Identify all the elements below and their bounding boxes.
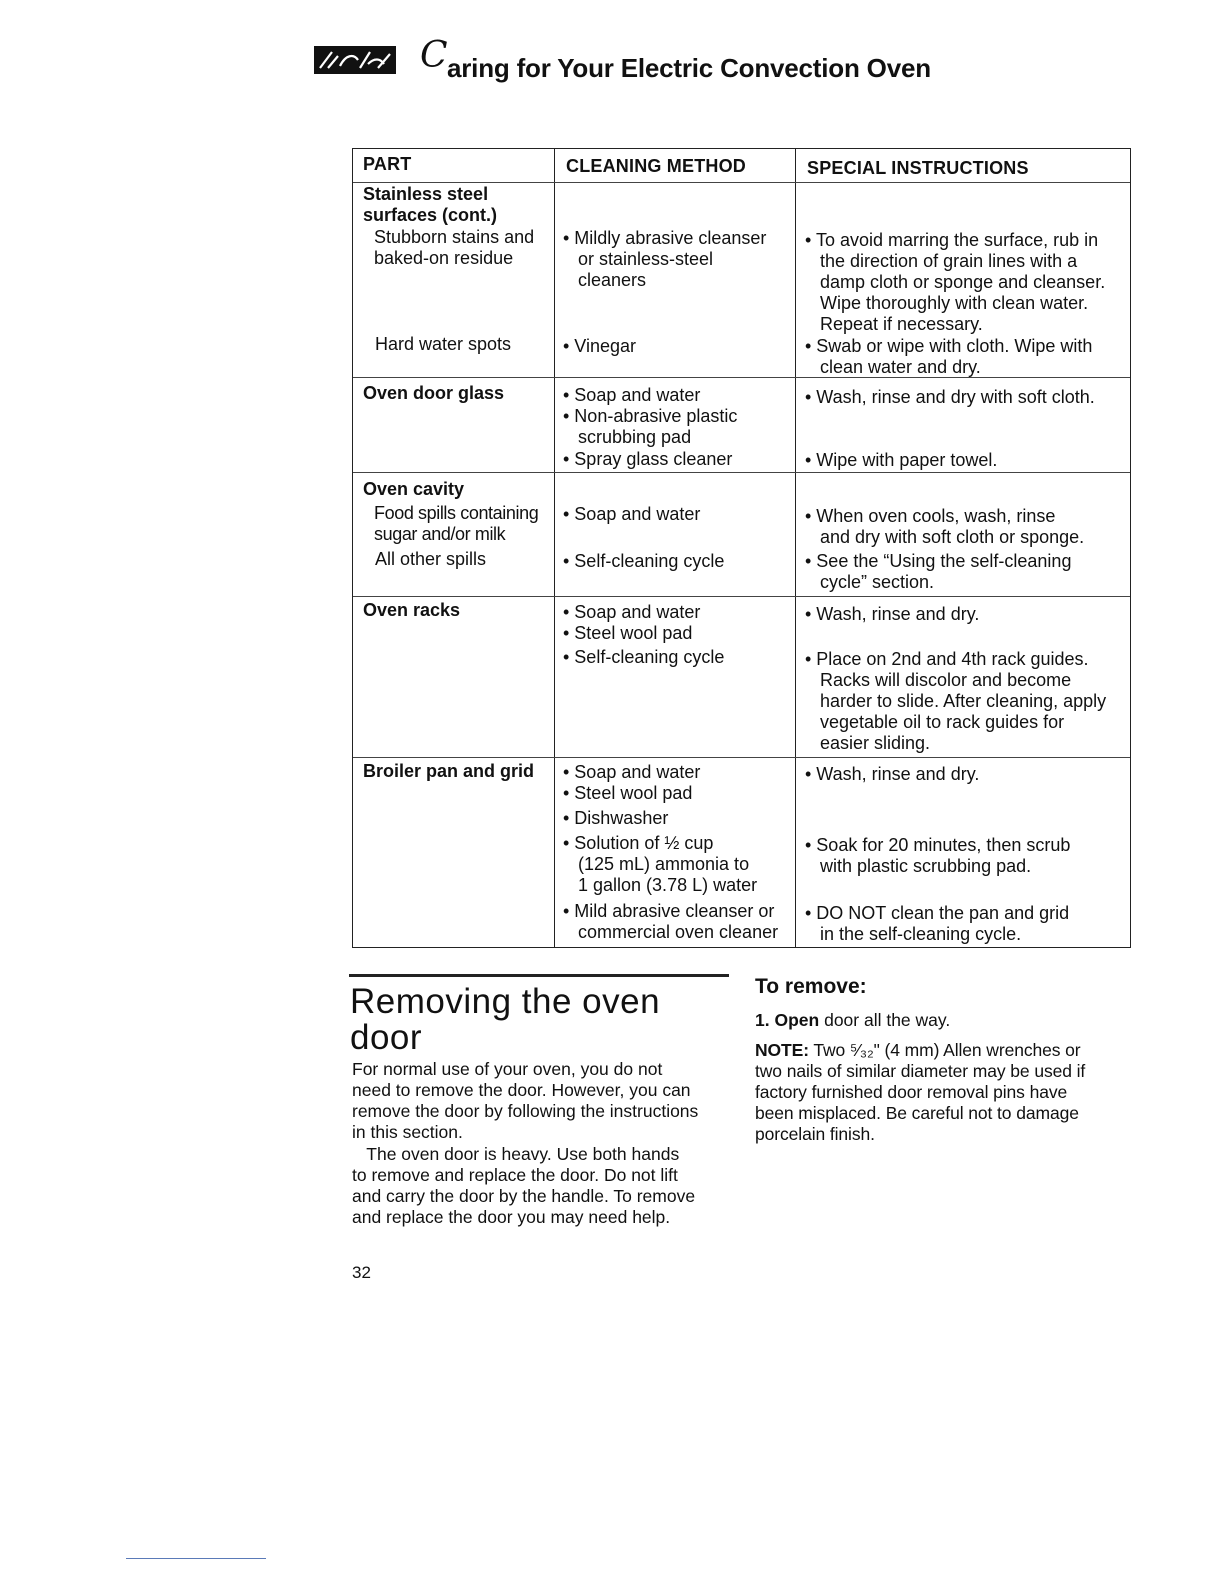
part-title: Oven cavity <box>363 479 465 499</box>
special-instructions: • See the “Using the self-cleaning cycle” section. <box>805 551 1072 592</box>
special-instructions: • Swab or wipe with cloth. Wipe with clean water and dry. <box>805 336 1093 377</box>
part-subitem: Food spills containing sugar and/or milk <box>374 503 539 544</box>
special-instructions: • Wash, rinse and dry. <box>805 604 980 624</box>
cleaning-method: • Solution of ½ cup (125 mL) ammonia to 1 gallon (3.78 L) water <box>563 833 758 895</box>
header-part: PART <box>363 154 412 174</box>
special-instructions: • When oven cools, wash, rinse and dry with soft cloth or sponge. <box>805 506 1085 547</box>
row-divider <box>353 182 1130 183</box>
note-text: Two ⁵⁄₃₂" (4 mm) Allen wrenches or two nails of similar diameter may be used if factory furnished door removal pins have been misplaced. Be careful not to damage porcelain finish. <box>755 1040 1086 1144</box>
part-title: Broiler pan and grid <box>363 761 535 781</box>
body-paragraph: The oven door is heavy. Use both hands to remove and replace the door. Do not lift and carry the door by the handle. To remove and replace the door you may need help. <box>352 1144 696 1227</box>
special-instructions: • To avoid marring the surface, rub in the direction of grain lines with a damp cloth or sponge and cleanser. Wipe thoroughly with clean water. Repeat if necessary. <box>805 230 1106 334</box>
special-instructions: • DO NOT clean the pan and grid in the self-cleaning cycle. <box>805 903 1070 944</box>
part-subitem: Stubborn stains and baked-on residue <box>374 227 535 268</box>
cleaning-method: • Self-cleaning cycle <box>563 551 725 571</box>
step-number: 1. <box>755 1010 770 1030</box>
special-instructions: • Wash, rinse and dry. <box>805 764 980 784</box>
cleaning-method: • Dishwasher <box>563 808 669 828</box>
intro-paragraph: For normal use of your oven, you do not need to remove the door. However, you can remove the door by following the instructions in this section. <box>352 1059 699 1142</box>
part-subitem: All other spills <box>375 549 487 569</box>
part-title: Oven racks <box>363 600 461 620</box>
note <box>755 1040 1085 1145</box>
step-text: door all the way. <box>819 1010 951 1030</box>
special-instructions: • Wash, rinse and dry with soft cloth. <box>805 387 1095 407</box>
header-cleaning-method: CLEANING METHOD <box>566 156 746 176</box>
brand-logo-icon <box>314 46 396 74</box>
cleaning-method: • Soap and water • Non-abrasive plastic scrubbing pad <box>563 385 738 447</box>
header-title-initial: C <box>420 35 448 76</box>
step-keyword: Open <box>774 1010 820 1030</box>
page-title: aring for Your Electric Convection Oven <box>447 53 931 83</box>
cleaning-method: • Mildly abrasive cleanser or stainless-steel cleaners <box>563 228 767 290</box>
special-instructions: • Soak for 20 minutes, then scrub with plastic scrubbing pad. <box>805 835 1071 876</box>
column-divider <box>554 149 555 947</box>
cleaning-table <box>352 148 1131 948</box>
row-divider <box>353 472 1130 473</box>
part-title: Oven door glass <box>363 383 505 403</box>
section-rule <box>349 974 729 977</box>
cleaning-method: • Soap and water • Steel wool pad <box>563 762 701 803</box>
special-instructions: • Wipe with paper towel. <box>805 450 998 470</box>
page-number: 32 <box>352 1263 371 1282</box>
part-title: Stainless steel surfaces (cont.) <box>363 184 498 225</box>
cleaning-method: • Spray glass cleaner <box>563 449 733 469</box>
section-title: Removing the oven door <box>350 982 661 1057</box>
cleaning-method: • Mild abrasive cleanser or commercial oven cleaner <box>563 901 779 942</box>
row-divider <box>353 757 1130 758</box>
to-remove-heading: To remove: <box>755 975 867 998</box>
footer-line <box>126 1558 266 1559</box>
cleaning-method: • Vinegar <box>563 336 637 356</box>
header-special-instructions: SPECIAL INSTRUCTIONS <box>807 158 1029 178</box>
cleaning-method: • Soap and water • Steel wool pad <box>563 602 701 643</box>
column-divider <box>795 149 796 947</box>
part-subitem: Hard water spots <box>375 334 512 354</box>
note-label: NOTE: <box>755 1040 809 1060</box>
cleaning-method: • Soap and water <box>563 504 701 524</box>
special-instructions: • Place on 2nd and 4th rack guides. Racks will discolor and become harder to slide. After cleaning, apply vegetable oil to rack guides for easier sliding. <box>805 649 1107 753</box>
step-1 <box>755 1010 950 1031</box>
row-divider <box>353 596 1130 597</box>
cleaning-method: • Self-cleaning cycle <box>563 647 725 667</box>
